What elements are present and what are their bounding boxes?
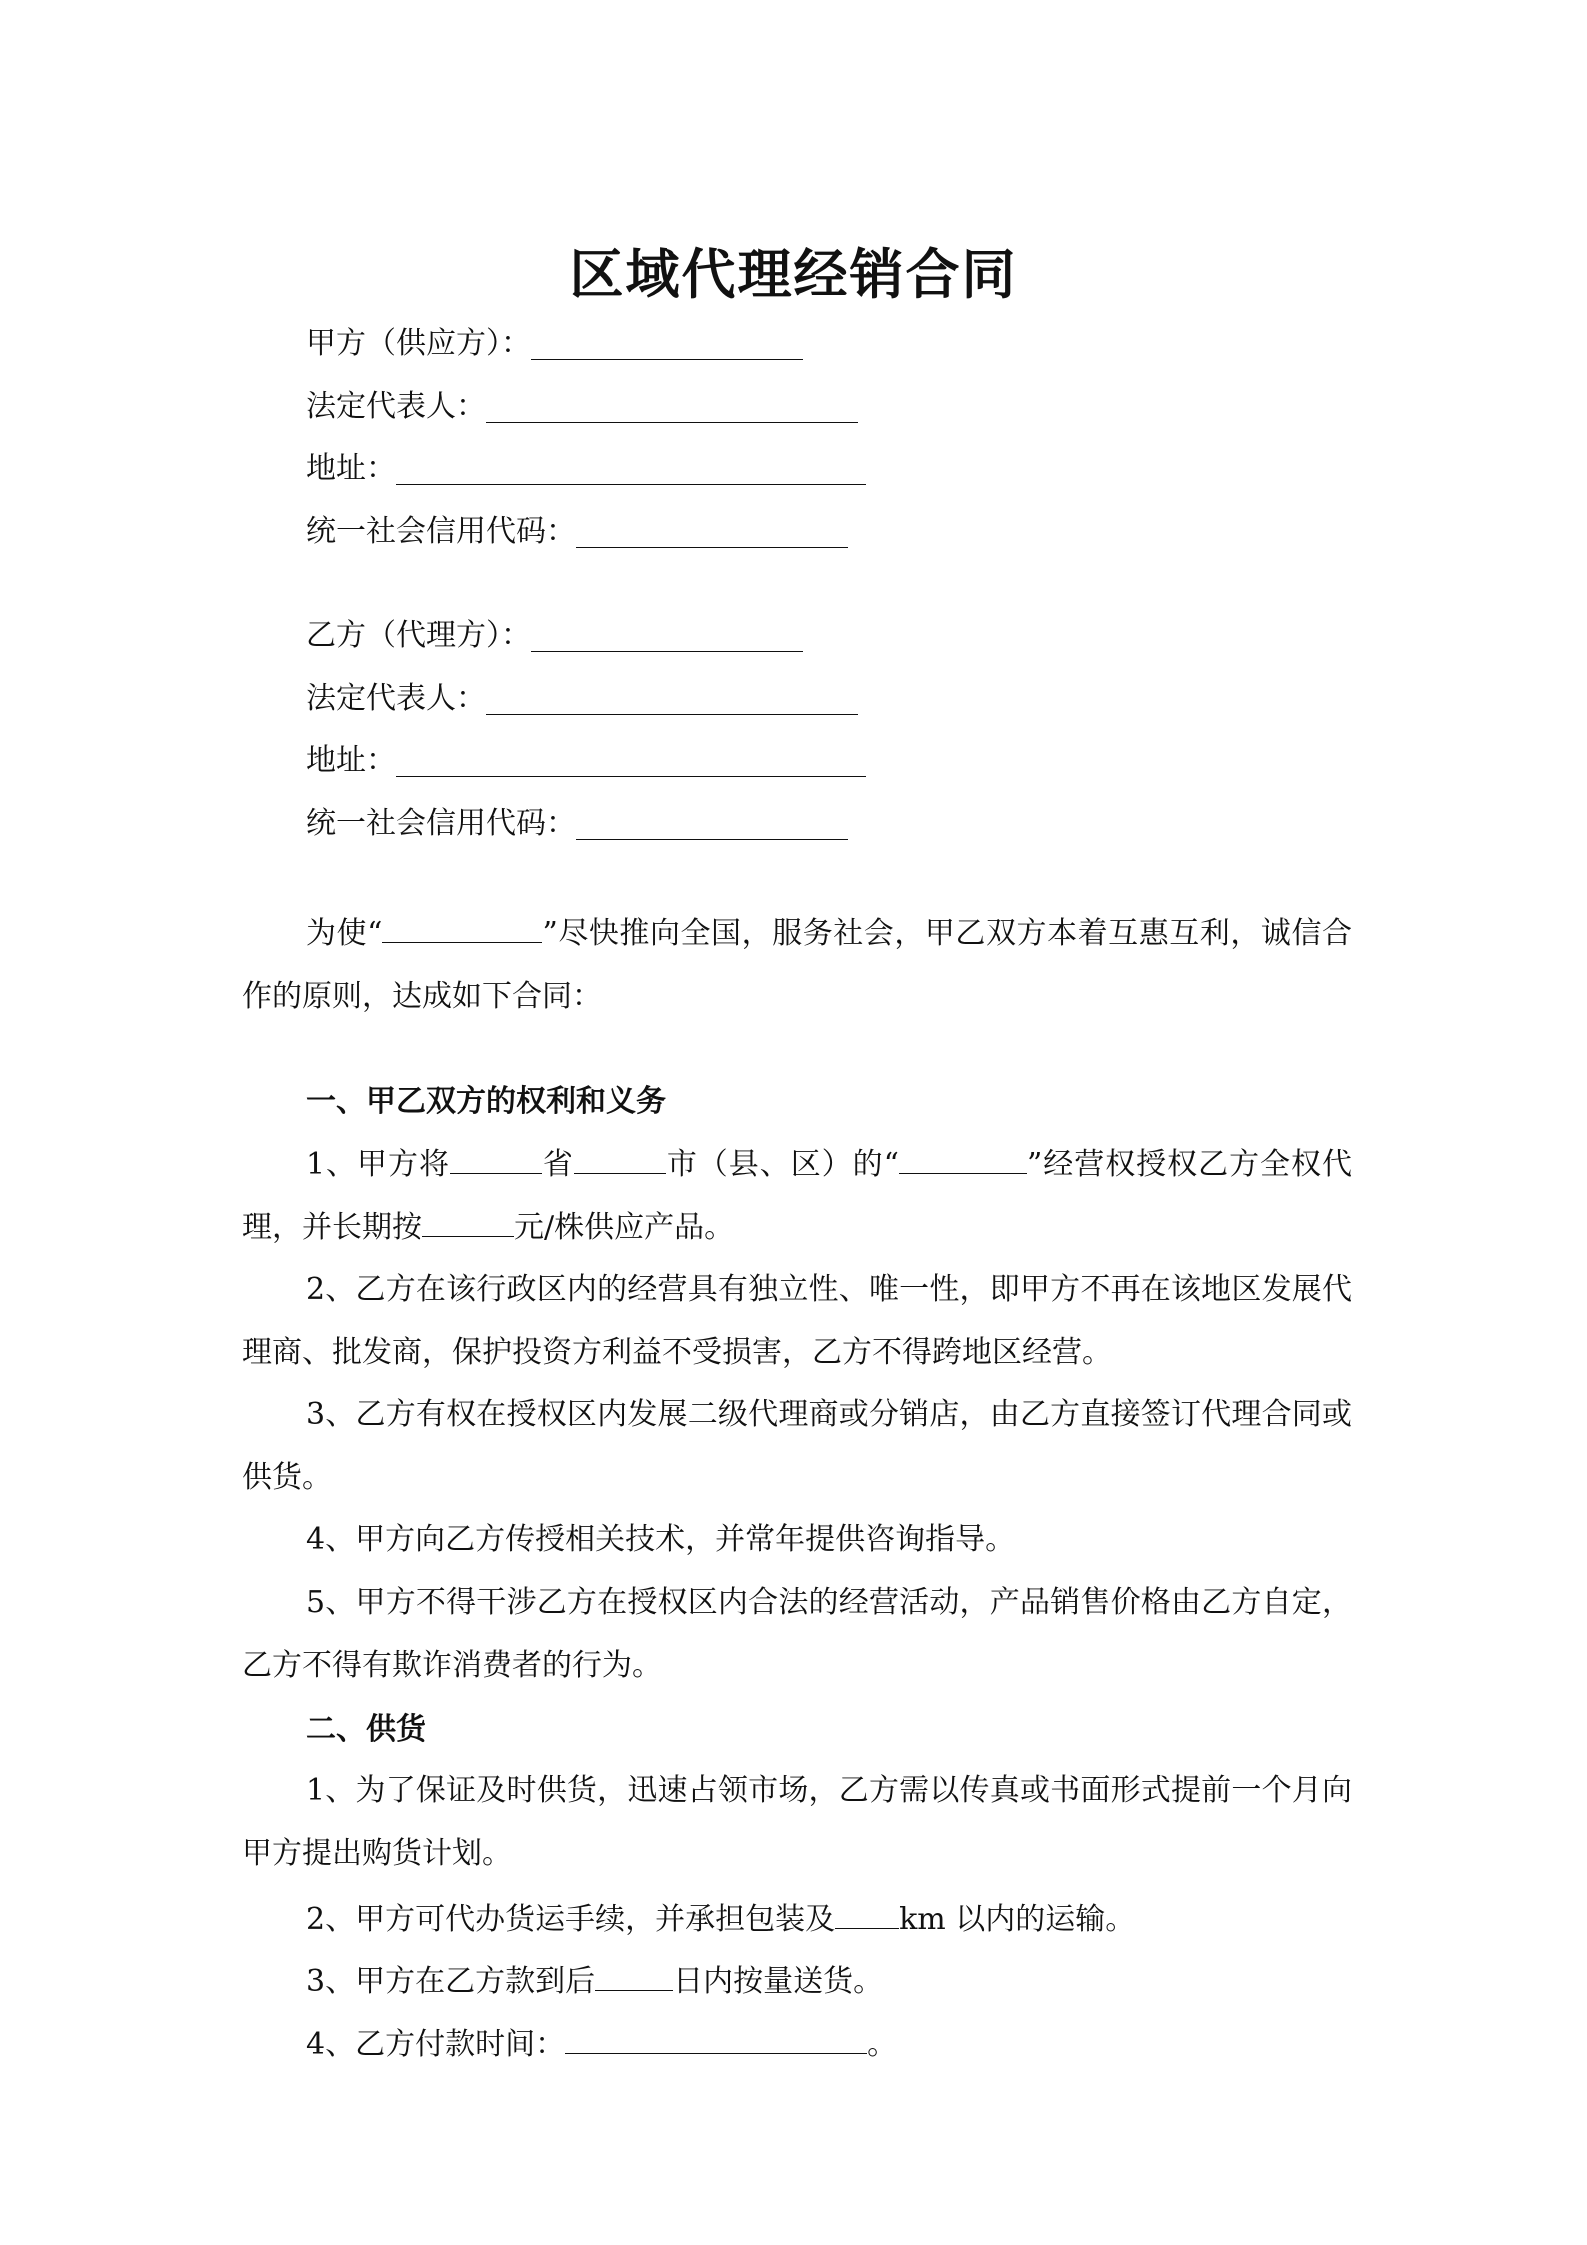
- section-1-heading: 一、甲乙双方的权利和义务: [306, 1084, 666, 1119]
- document-title: 区域代理经销合同: [569, 243, 1018, 306]
- party-b-address-row: [306, 739, 866, 783]
- product-name-blank: [382, 914, 542, 943]
- party-a-rep-label: 法定代表人：: [306, 389, 486, 424]
- party-a-credit-code-blank: [576, 513, 848, 548]
- party-b-credit-code-blank: [576, 805, 848, 840]
- intro-paragraph: [242, 902, 1352, 1028]
- s2-item2-p1: 2、甲方可代办货运手续，并承担包装及: [306, 1902, 836, 1937]
- s1-item1-p3: 市（县、区）的“: [665, 1147, 899, 1182]
- party-a-address-label: 地址：: [306, 451, 396, 486]
- payment-time-blank: [565, 2025, 867, 2054]
- s2-item4-p1: 4、乙方付款时间：: [306, 2027, 566, 2062]
- section-1-item-2: 2、乙方在该行政区内的经营具有独立性、唯一性，即甲方不再在该地区发展代理商、批发商，保护投资方利益不受损害，乙方不得跨地区经营。: [242, 1272, 1352, 1370]
- s2-item2-p2: km 以内的运输。: [899, 1902, 1136, 1937]
- s1-item1-p1: 1、甲方将: [306, 1147, 450, 1182]
- business-name-blank: [899, 1145, 1027, 1174]
- section-1-item-4: 4、甲方向乙方传授相关技术，并常年提供咨询指导。: [306, 1522, 1016, 1557]
- section-2-item-4: [306, 2023, 897, 2067]
- section-1-item-5: 5、甲方不得干涉乙方在授权区内合法的经营活动，产品销售价格由乙方自定，乙方不得有欺诈消费者的行为。: [242, 1585, 1352, 1683]
- party-a-address-row: [306, 447, 866, 491]
- delivery-days-blank: [595, 1962, 673, 1991]
- party-b-rep-row: [306, 677, 858, 721]
- s1-item1-p5: 元/株供应产品。: [514, 1210, 735, 1245]
- party-b-name-row: [306, 614, 803, 658]
- s2-item3-p1: 3、甲方在乙方款到后: [306, 1964, 596, 1999]
- party-b-address-label: 地址：: [306, 743, 396, 778]
- section-2-heading: 二、供货: [306, 1712, 426, 1747]
- party-a-name-blank: [531, 325, 803, 360]
- party-a-rep-blank: [486, 388, 858, 423]
- party-a-credit-code-row: [306, 510, 848, 554]
- party-b-rep-label: 法定代表人：: [306, 681, 486, 716]
- s2-item4-p2: 。: [867, 2027, 898, 2062]
- section-2-item-2: [306, 1898, 1135, 1942]
- party-a-credit-code-label: 统一社会信用代码：: [306, 514, 576, 549]
- party-a-name-row: [306, 322, 803, 366]
- intro-part1: 为使“: [306, 916, 383, 951]
- section-1-item-3: 3、乙方有权在授权区内发展二级代理商或分销店，由乙方直接签订代理合同或供货。: [242, 1397, 1352, 1495]
- s1-item1-p2: 省: [541, 1147, 574, 1182]
- party-b-address-blank: [396, 742, 866, 777]
- party-a-rep-row: [306, 385, 858, 429]
- s2-item3-p2: 日内按量送货。: [673, 1964, 884, 1999]
- party-b-name-blank: [531, 617, 803, 652]
- province-blank: [450, 1145, 542, 1174]
- distance-blank: [835, 1900, 899, 1929]
- party-a-name-label: 甲方（供应方）：: [306, 326, 531, 361]
- intro-part2: ”尽快推向全国，服务社会，甲乙双方本着互惠互利，诚信合作的原则，达成如下合同：: [242, 916, 1352, 1014]
- party-b-rep-blank: [486, 680, 858, 715]
- party-b-name-label: 乙方（代理方）：: [306, 618, 531, 653]
- party-b-credit-code-row: [306, 802, 848, 846]
- city-blank: [574, 1145, 666, 1174]
- party-b-credit-code-label: 统一社会信用代码：: [306, 806, 576, 841]
- section-2-item-1: 1、为了保证及时供货，迅速占领市场，乙方需以传真或书面形式提前一个月向甲方提出购货计划。: [242, 1773, 1352, 1871]
- s1-item1-p4: ”经营权授权乙方全权代理，并长期按: [242, 1147, 1352, 1245]
- unit-price-blank: [422, 1208, 514, 1237]
- section-2-item-3: [306, 1960, 883, 2004]
- party-a-address-blank: [396, 450, 866, 485]
- section-1-item-1: [242, 1133, 1352, 1259]
